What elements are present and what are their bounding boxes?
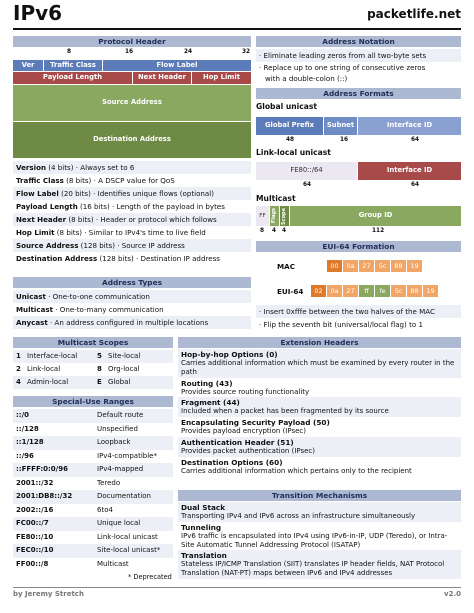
notation-line-3: with a double-colon (::) — [265, 74, 348, 83]
eui64-byte: ff — [359, 285, 374, 297]
range-row — [13, 477, 173, 491]
deprecated-note: * Deprecated — [128, 573, 172, 581]
range-use: Unspecified — [97, 424, 138, 433]
global-bit-ticks: 48 16 64 — [286, 137, 420, 143]
range-use: 6to4 — [97, 505, 113, 514]
eui64-byte: fe — [375, 285, 390, 297]
eui64-byte: 19 — [423, 285, 438, 297]
transition-desc: Stateless IP/ICMP Translation (SIIT) translates IP header fields, NAT Protocol Translation (NAT-PT) maps between IPv6 and IPv4 addresses — [181, 560, 445, 578]
range-prefix: 2002::/16 — [16, 505, 54, 514]
eui64-byte: 02 — [311, 285, 326, 297]
address-type-unicast: Unicast · One-to-one communication — [13, 290, 251, 303]
range-prefix: ::/0 — [16, 411, 30, 419]
range-row — [13, 409, 173, 423]
transition-list — [178, 502, 461, 579]
mac-label: MAC — [277, 262, 295, 271]
fe80-box: FE80::/64 — [256, 162, 357, 180]
notation-line-2: · Replace up to one string of consecutive zeros — [259, 63, 426, 72]
range-row — [13, 463, 173, 477]
flow-label-field: Flow Label — [103, 60, 251, 71]
source-address-field: Source Address — [13, 85, 251, 121]
hop-limit-field: Hop Limit — [192, 72, 251, 84]
ff-box: FF — [256, 206, 269, 226]
global-unicast-label: Global unicast — [256, 102, 318, 111]
extension-header-desc: Included when a packet has been fragmented by its source — [181, 407, 389, 416]
bit-ticks: 8 16 24 32 — [67, 49, 251, 55]
protocol-header-heading: Protocol Header — [13, 36, 251, 47]
extension-header-item — [178, 437, 461, 457]
footer-author: by Jeremy Stretch — [13, 590, 84, 598]
eui64-label: EUI-64 — [277, 287, 304, 296]
global-prefix-box: Global Prefix — [256, 117, 323, 135]
eui64-bytes — [311, 285, 438, 297]
range-use: IPv4-compatible* — [97, 451, 157, 460]
range-row — [13, 504, 173, 518]
eui64-byte: 0a — [327, 285, 342, 297]
link-bit-ticks: 64 64 — [303, 182, 420, 188]
address-formats-heading: Address Formats — [256, 88, 461, 99]
range-use: Multicast — [97, 559, 129, 568]
mac-byte: 00 — [327, 260, 342, 272]
range-use: Default route — [97, 411, 144, 419]
range-use: Unique local — [97, 519, 141, 527]
notation-line-1: · Eliminate leading zeros from all two-byte sets — [256, 49, 461, 62]
range-prefix: FE80::/10 — [16, 532, 54, 541]
scope-row: 1 Interface-local 5 Site-local — [13, 350, 173, 363]
mac-byte: 0a — [343, 260, 358, 272]
extension-header-desc: Provides packet authentication (IPsec) — [181, 446, 316, 455]
field-payload-length: Payload Length (16 bits) · Length of the payload in bytes — [16, 202, 225, 211]
range-row — [13, 436, 173, 450]
range-row — [13, 490, 173, 504]
link-local-label: Link-local unicast — [256, 148, 331, 157]
extension-header-title: Destination Options (60) — [181, 457, 283, 467]
transition-desc: Transporting IPv4 and IPv6 across an infrastructure simultaneously — [181, 512, 416, 520]
field-next-header: Next Header (8 bits) · Header or protocol which follows — [13, 213, 251, 226]
multicast-scopes-heading: Multicast Scopes — [13, 337, 173, 348]
address-type-multicast: Multicast · One-to-many communication — [16, 305, 164, 314]
transition-title: Tunneling — [181, 522, 222, 532]
extension-header-desc: Provides payload encryption (IPsec) — [181, 427, 306, 436]
field-traffic-class: Traffic Class (8 bits) · A DSCP value for QoS — [16, 176, 175, 185]
range-use: Site-local unicast* — [97, 546, 161, 554]
extension-header-item — [178, 349, 461, 378]
range-use: Link-local unicast — [97, 532, 158, 541]
address-types-heading: Address Types — [13, 277, 251, 288]
scope-box: Scope — [280, 206, 289, 226]
extension-header-desc: Carries additional information which must be examined by every router in the path — [181, 359, 455, 376]
scope-row: 2 Link-local 8 Org-local — [16, 365, 140, 373]
special-ranges-table — [13, 409, 173, 571]
transition-title: Dual Stack — [181, 503, 226, 512]
range-prefix: ::FFFF:0:0/96 — [16, 465, 68, 473]
transition-item — [178, 550, 461, 579]
range-prefix: ::/96 — [16, 451, 34, 460]
extension-header-title: Encapsulating Security Payload (50) — [181, 418, 330, 428]
eui64-byte: 5c — [391, 285, 406, 297]
range-prefix: ::/128 — [16, 424, 39, 433]
mac-byte: 88 — [391, 260, 406, 272]
range-row — [13, 450, 173, 464]
range-use: Loopback — [97, 438, 131, 446]
title-rule — [13, 28, 461, 30]
footer-rule — [13, 587, 461, 588]
footer-version: v2.0 — [444, 590, 461, 598]
interface-id-box: Interface ID — [358, 117, 461, 135]
group-id-box: Group ID — [290, 206, 461, 226]
payload-length-field: Payload Length — [13, 72, 132, 84]
range-prefix: FC00::/7 — [16, 519, 49, 527]
eui64-byte: 27 — [343, 285, 358, 297]
range-use: IPv4-mapped — [97, 465, 144, 473]
extension-header-title: Routing (43) — [181, 378, 233, 388]
site-name: packetlife.net — [367, 7, 461, 21]
multicast-bit-ticks: 8 4 4 112 — [260, 228, 385, 234]
extension-header-title: Hop-by-hop Options (0) — [181, 350, 278, 359]
multicast-scopes-table — [13, 350, 173, 389]
range-prefix: 2001:DB8::/32 — [16, 492, 73, 500]
destination-address-field: Destination Address — [13, 122, 251, 158]
extension-header-item — [178, 457, 461, 477]
ver-field: Ver — [13, 60, 43, 71]
mac-byte: 19 — [407, 260, 422, 272]
range-row — [13, 517, 173, 531]
eui64-note-1: · Insert 0xfffe between the two halves of the MAC — [256, 305, 461, 318]
flags-box: Flags — [270, 206, 279, 226]
address-notation-heading: Address Notation — [256, 36, 461, 47]
mac-byte: 5c — [375, 260, 390, 272]
extension-header-item — [178, 397, 461, 417]
page-title: IPv6 — [13, 1, 63, 25]
field-list — [13, 161, 251, 265]
eui64-heading: EUI-64 Formation — [256, 241, 461, 252]
range-row — [13, 558, 173, 572]
range-row — [13, 531, 173, 545]
extension-header-desc: Carries additional information which pertains only to the recipient — [181, 466, 412, 475]
range-prefix: FF00::/8 — [16, 559, 49, 568]
extension-headers-heading: Extension Headers — [178, 337, 461, 348]
range-use: Documentation — [97, 492, 151, 500]
field-flow-label: Flow Label (20 bits) · Identifies unique flows (optional) — [13, 187, 251, 200]
range-use: Teredo — [97, 478, 121, 487]
eui64-note-2: · Flip the seventh bit (universal/local flag) to 1 — [259, 320, 423, 329]
field-version: Version (4 bits) · Always set to 6 — [13, 161, 251, 174]
extension-header-title: Authentication Header (51) — [181, 437, 294, 447]
mac-byte: 27 — [359, 260, 374, 272]
eui64-byte: 88 — [407, 285, 422, 297]
next-header-field: Next Header — [133, 72, 191, 84]
range-prefix: FEC0::/10 — [16, 546, 54, 554]
transition-title: Translation — [181, 551, 227, 561]
address-types-list — [13, 290, 251, 329]
extension-header-desc: Provides source routing functionality — [181, 387, 310, 396]
transition-item — [178, 522, 461, 551]
address-type-anycast: Anycast · An address configured in multiple locations — [13, 316, 251, 329]
special-ranges-heading: Special-Use Ranges — [13, 396, 173, 407]
range-row — [13, 544, 173, 558]
transition-heading: Transition Mechanisms — [178, 490, 461, 501]
range-prefix: ::1/128 — [16, 438, 44, 446]
traffic-class-field: Traffic Class — [44, 60, 102, 71]
range-prefix: 2001::/32 — [16, 478, 54, 487]
transition-desc: IPv6 traffic is encapsulated into IPv4 using IPv6-in-IP, UDP (Teredo), or Intra-Site Automatic Tunnel Addressing Protocol (ISATAP) — [181, 531, 448, 549]
field-hop-limit: Hop Limit (8 bits) · Similar to IPv4's time to live field — [16, 228, 206, 237]
scope-row: 4 Admin-local E Global — [13, 376, 173, 389]
field-source-address: Source Address (128 bits) · Source IP address — [13, 239, 251, 252]
transition-item — [178, 502, 461, 522]
range-row — [13, 423, 173, 437]
extension-header-title: Fragment (44) — [181, 398, 240, 408]
extension-header-item — [178, 378, 461, 398]
mac-bytes — [327, 260, 422, 272]
link-interface-id-box: Interface ID — [358, 162, 461, 180]
multicast-label: Multicast — [256, 194, 296, 203]
extension-headers-list — [178, 349, 461, 477]
field-destination-address: Destination Address (128 bits) · Destination IP address — [16, 254, 220, 263]
extension-header-item — [178, 417, 461, 437]
subnet-box: Subnet — [324, 117, 357, 135]
